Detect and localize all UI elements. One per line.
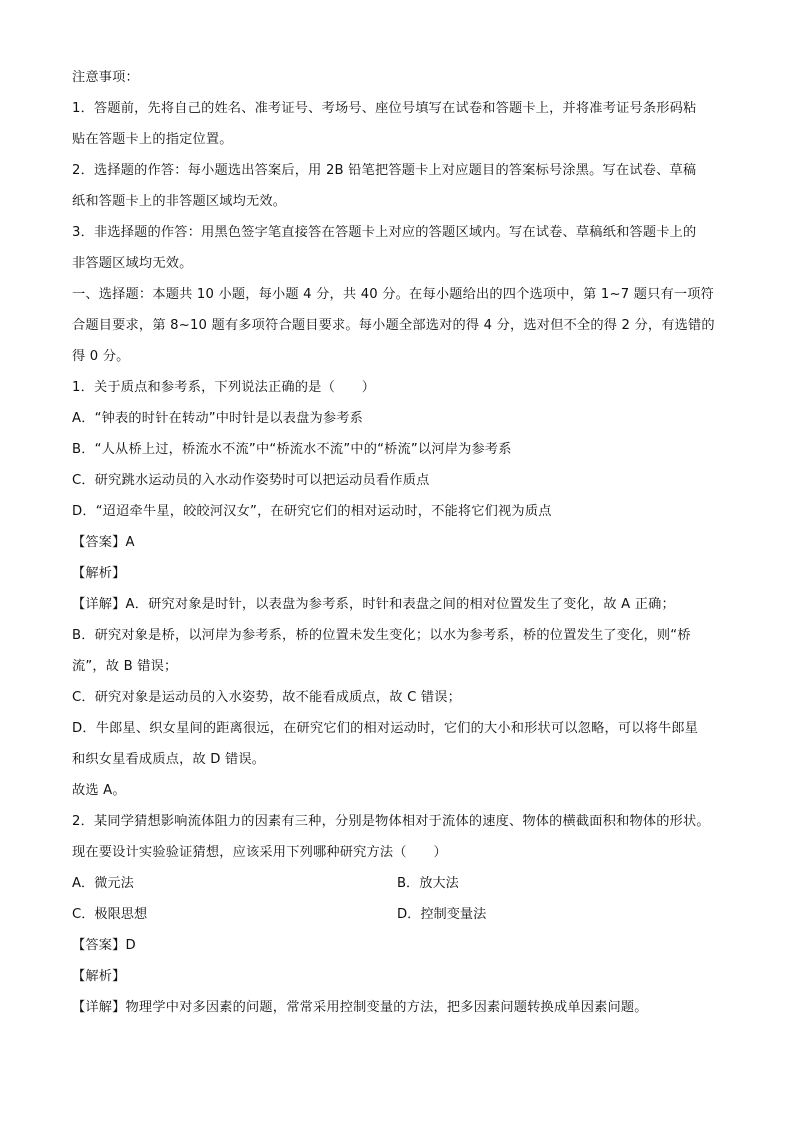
q2-option-b: B．放大法 bbox=[397, 876, 459, 891]
q1-answer: 【答案】A bbox=[72, 535, 135, 550]
notice-item-3-line-2: 非答题区域均无效。 bbox=[72, 256, 193, 271]
q2-answer: 【答案】D bbox=[72, 938, 136, 953]
q1-detail-line-4: C．研究对象是运动员的入水姿势，故不能看成质点，故 C 错误； bbox=[72, 690, 462, 705]
document-page bbox=[72, 62, 724, 1023]
q2-options-row-1 bbox=[72, 868, 724, 899]
notice-title: 注意事项： bbox=[72, 70, 139, 85]
q2-stem-line-2: 现在要设计实验验证猜想，应该采用下列哪种研究方法（ ） bbox=[72, 845, 447, 860]
notice-item-2-line-2: 纸和答题卡上的非答题区域均无效。 bbox=[72, 194, 287, 209]
q1-detail-line-2: B．研究对象是桥，以河岸为参考系，桥的位置未发生变化；以水为参考系，桥的位置发生了变化，则“桥 bbox=[72, 628, 691, 643]
q2-options-row-2 bbox=[72, 899, 724, 930]
section-1-instructions-line-1: 一、选择题：本题共 10 小题，每小题 4 分，共 40 分。在每小题给出的四个选项中，第 1~7 题只有一项符 bbox=[72, 287, 715, 302]
q2-stem-line-1: 2．某同学猜想影响流体阻力的因素有三种，分别是物体相对于流体的速度、物体的横截面积和物体的形状。 bbox=[72, 814, 710, 829]
q1-analysis-heading: 【解析】 bbox=[72, 566, 126, 581]
notice-item-1-line-2: 贴在答题卡上的指定位置。 bbox=[72, 132, 233, 147]
notice-item-2-line-1: 2．选择题的作答：每小题选出答案后，用 2B 铅笔把答题卡上对应题目的答案标号涂黑。写在试卷、草稿 bbox=[72, 163, 697, 178]
q1-detail-line-3: 流”，故 B 错误； bbox=[72, 659, 178, 674]
section-1-instructions-line-3: 得 0 分。 bbox=[72, 349, 130, 364]
q1-detail-line-5: D．牛郎星、织女星间的距离很远，在研究它们的相对运动时，它们的大小和形状可以忽略，可以将牛郎星 bbox=[72, 721, 699, 736]
q1-detail-line-1: 【详解】A．研究对象是时针，以表盘为参考系，时针和表盘之间的相对位置发生了变化，故 A 正确； bbox=[72, 597, 675, 612]
section-1-instructions-line-2: 合题目要求，第 8~10 题有多项符合题目要求。每小题全部选对的得 4 分，选对但不全的得 2 分，有选错的 bbox=[72, 318, 715, 333]
q1-option-b: B．“人从桥上过，桥流水不流”中“桥流水不流”中的“桥流”以河岸为参考系 bbox=[72, 442, 512, 457]
notice-item-1-line-1: 1．答题前，先将自己的姓名、准考证号、考场号、座位号填写在试卷和答题卡上，并将准考证号条形码粘 bbox=[72, 101, 697, 116]
q1-conclusion: 故选 A。 bbox=[72, 783, 126, 798]
q1-option-a: A．“钟表的时针在转动”中时针是以表盘为参考系 bbox=[72, 411, 364, 426]
notice-item-3-line-1: 3．非选择题的作答：用黑色签字笔直接答在答题卡上对应的答题区域内。写在试卷、草稿纸和答题卡上的 bbox=[72, 225, 697, 240]
q1-option-c: C．研究跳水运动员的入水动作姿势时可以把运动员看作质点 bbox=[72, 473, 430, 488]
q2-option-a: A．微元法 bbox=[72, 876, 134, 891]
q2-analysis-heading: 【解析】 bbox=[72, 969, 126, 984]
q1-option-d: D．“迢迢牵牛星，皎皎河汉女”，在研究它们的相对运动时，不能将它们视为质点 bbox=[72, 504, 552, 519]
q2-detail-line-1: 【详解】物理学中对多因素的问题，常常采用控制变量的方法，把多因素问题转换成单因素问题。 bbox=[72, 1000, 648, 1015]
q1-stem: 1．关于质点和参考系，下列说法正确的是（ ） bbox=[72, 380, 376, 395]
q2-option-d: D．控制变量法 bbox=[397, 907, 487, 922]
q1-detail-line-6: 和织女星看成质点，故 D 错误。 bbox=[72, 752, 266, 767]
q2-option-c: C．极限思想 bbox=[72, 907, 148, 922]
